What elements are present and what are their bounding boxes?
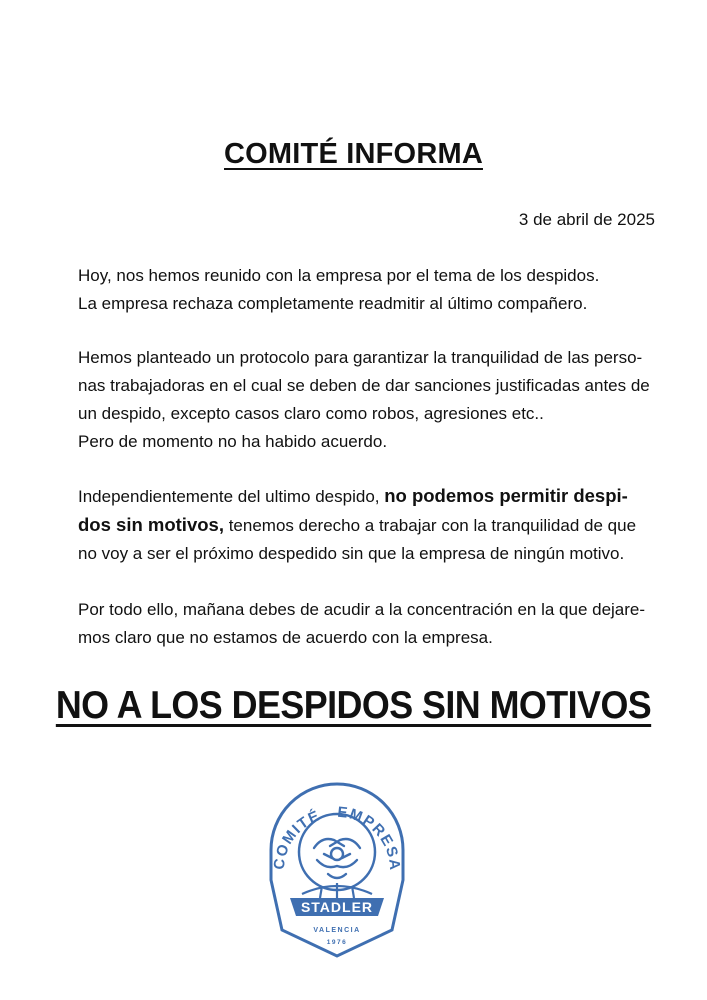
logo-year-text: 1976 (326, 939, 348, 946)
text-line: Pero de momento no ha habido acuerdo. (78, 432, 388, 451)
text-line (78, 482, 668, 511)
paragraph-protocol (78, 344, 668, 456)
paragraph-rights (78, 482, 668, 568)
text-line: Hemos planteado un protocolo para garantizar la tranquilidad de las perso- (78, 348, 643, 367)
union-committee-logo (262, 770, 412, 970)
notice-date: 3 de abril de 2025 (518, 210, 655, 229)
text-line: La empresa rechaza completamente readmitir al último compañero. (78, 294, 588, 313)
text-line: un despido, excepto casos claro como robos, agresiones etc.. (78, 404, 544, 423)
text-line: no voy a ser el próximo despedido sin que la empresa de ningún motivo. (78, 544, 625, 563)
emphasis-text: dos sin motivos, (78, 514, 224, 535)
clasped-hands-icon (314, 839, 360, 878)
logo-city-text: VALENCIA (313, 927, 361, 934)
logo-brand-text: STADLER (300, 899, 374, 915)
text-line: mos claro que no estamos de acuerdo con la empresa. (78, 628, 493, 647)
logo-arc-text-left: COMITÉ (270, 807, 323, 871)
text-line: Por todo ello, mañana debes de acudir a la concentración en la que dejare- (78, 600, 646, 619)
text-line: Hoy, nos hemos reunido con la empresa por el tema de los despidos. (78, 266, 600, 285)
text-run: Independientemente del ultimo despido, (78, 487, 385, 506)
paragraph-call-to-action (78, 596, 668, 652)
text-line: nas trabajadoras en el cual se deben de dar sanciones justificadas antes de (78, 376, 650, 395)
paragraph-meeting (78, 262, 668, 318)
emphasis-text: no podemos permitir despi- (384, 485, 628, 506)
text-run: tenemos derecho a trabajar con la tranquilidad de que (223, 516, 637, 535)
logo-arc-text-right: EMPRESA (336, 803, 404, 873)
text-line (78, 511, 668, 540)
slogan-heading: NO A LOS DESPIDOS SIN MOTIVOS (55, 684, 652, 727)
page-title: COMITÉ INFORMA (224, 138, 483, 170)
